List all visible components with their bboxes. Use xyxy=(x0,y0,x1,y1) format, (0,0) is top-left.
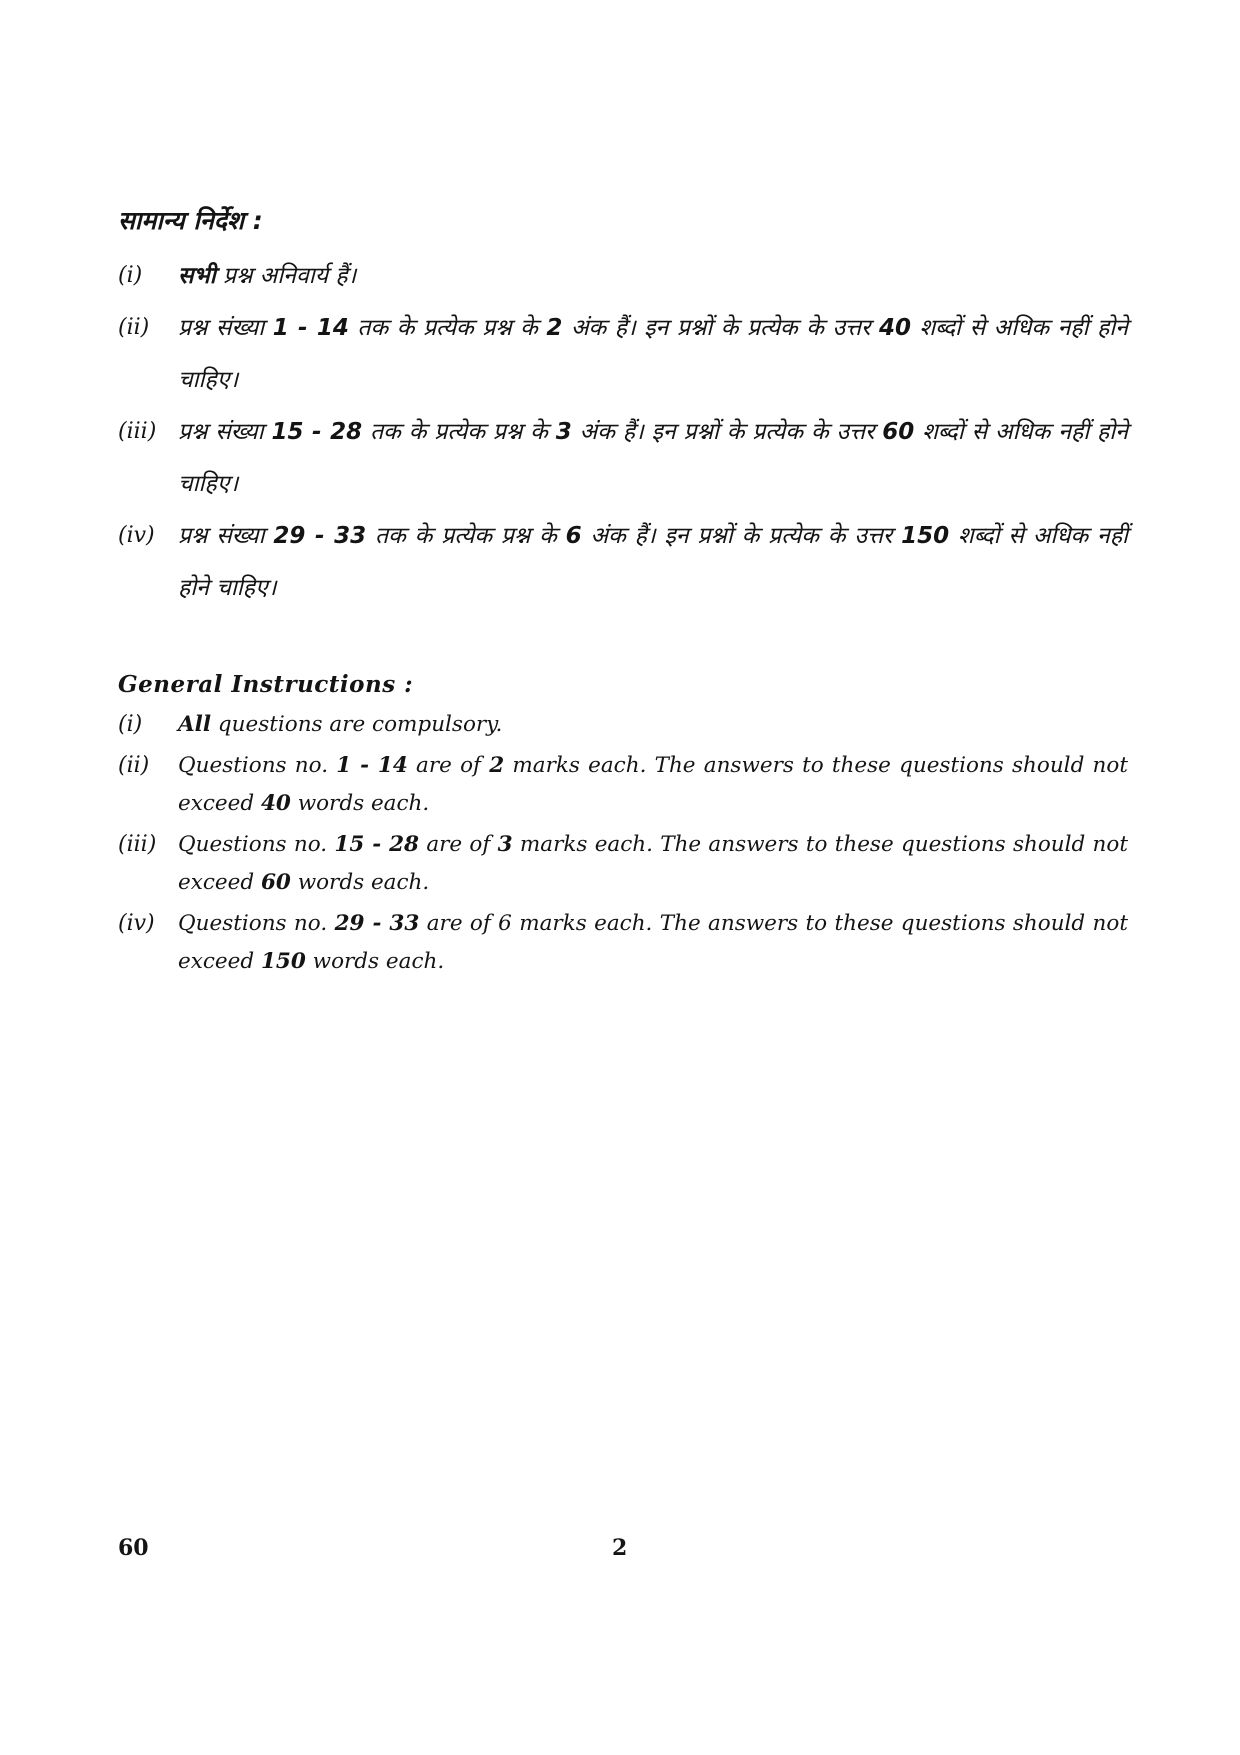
item-number: (iii) xyxy=(118,419,157,444)
english-instruction-2 xyxy=(118,747,1128,823)
hindi-heading: सामान्य निर्देश : xyxy=(118,206,263,235)
page-number: 2 xyxy=(612,1535,628,1561)
hindi-instruction-4 xyxy=(118,510,1128,614)
item-text: सभी प्रश्न अनिवार्य हैं। xyxy=(178,263,357,289)
item-number: (iv) xyxy=(118,911,155,936)
item-number: (i) xyxy=(118,263,143,288)
hindi-instruction-1 xyxy=(118,250,1128,302)
english-instructions xyxy=(118,668,1128,984)
item-number: (ii) xyxy=(118,315,150,340)
item-text: प्रश्न संख्या 15 - 28 तक के प्रत्येक प्रश्न के 3 अंक हैं। इन प्रश्नों के प्रत्येक के उत्तर 60 शब्दों से अधिक नहीं होने चाहिए। xyxy=(178,419,1128,497)
hindi-instruction-2 xyxy=(118,302,1128,406)
english-instruction-3 xyxy=(118,826,1128,902)
hindi-instructions xyxy=(118,202,1128,614)
item-text: Questions no. 15 - 28 are of 3 marks each. The answers to these questions should not exceed 60 words each. xyxy=(178,832,1128,895)
english-heading: General Instructions : xyxy=(118,671,414,698)
item-text: प्रश्न संख्या 1 - 14 तक के प्रत्येक प्रश्न के 2 अंक हैं। इन प्रश्नों के प्रत्येक के उत्तर 40 शब्दों से अधिक नहीं होने चाहिए। xyxy=(178,315,1128,393)
item-text: प्रश्न संख्या 29 - 33 तक के प्रत्येक प्रश्न के 6 अंक हैं। इन प्रश्नों के प्रत्येक के उत्तर 150 शब्दों से अधिक नहीं होने चाहिए। xyxy=(178,523,1128,601)
item-text: Questions no. 1 - 14 are of 2 marks each. The answers to these questions should not exceed 40 words each. xyxy=(178,753,1128,816)
item-text: Questions no. 29 - 33 are of 6 marks each. The answers to these questions should not exceed 150 words each. xyxy=(178,911,1128,974)
item-text: All questions are compulsory. xyxy=(178,712,503,737)
item-number: (ii) xyxy=(118,753,150,778)
paper-code: 60 xyxy=(118,1535,149,1561)
item-number: (iv) xyxy=(118,523,155,548)
english-instruction-4 xyxy=(118,905,1128,981)
english-instruction-1 xyxy=(118,706,1128,744)
item-number: (i) xyxy=(118,712,143,737)
hindi-instruction-3 xyxy=(118,406,1128,510)
item-number: (iii) xyxy=(118,832,157,857)
